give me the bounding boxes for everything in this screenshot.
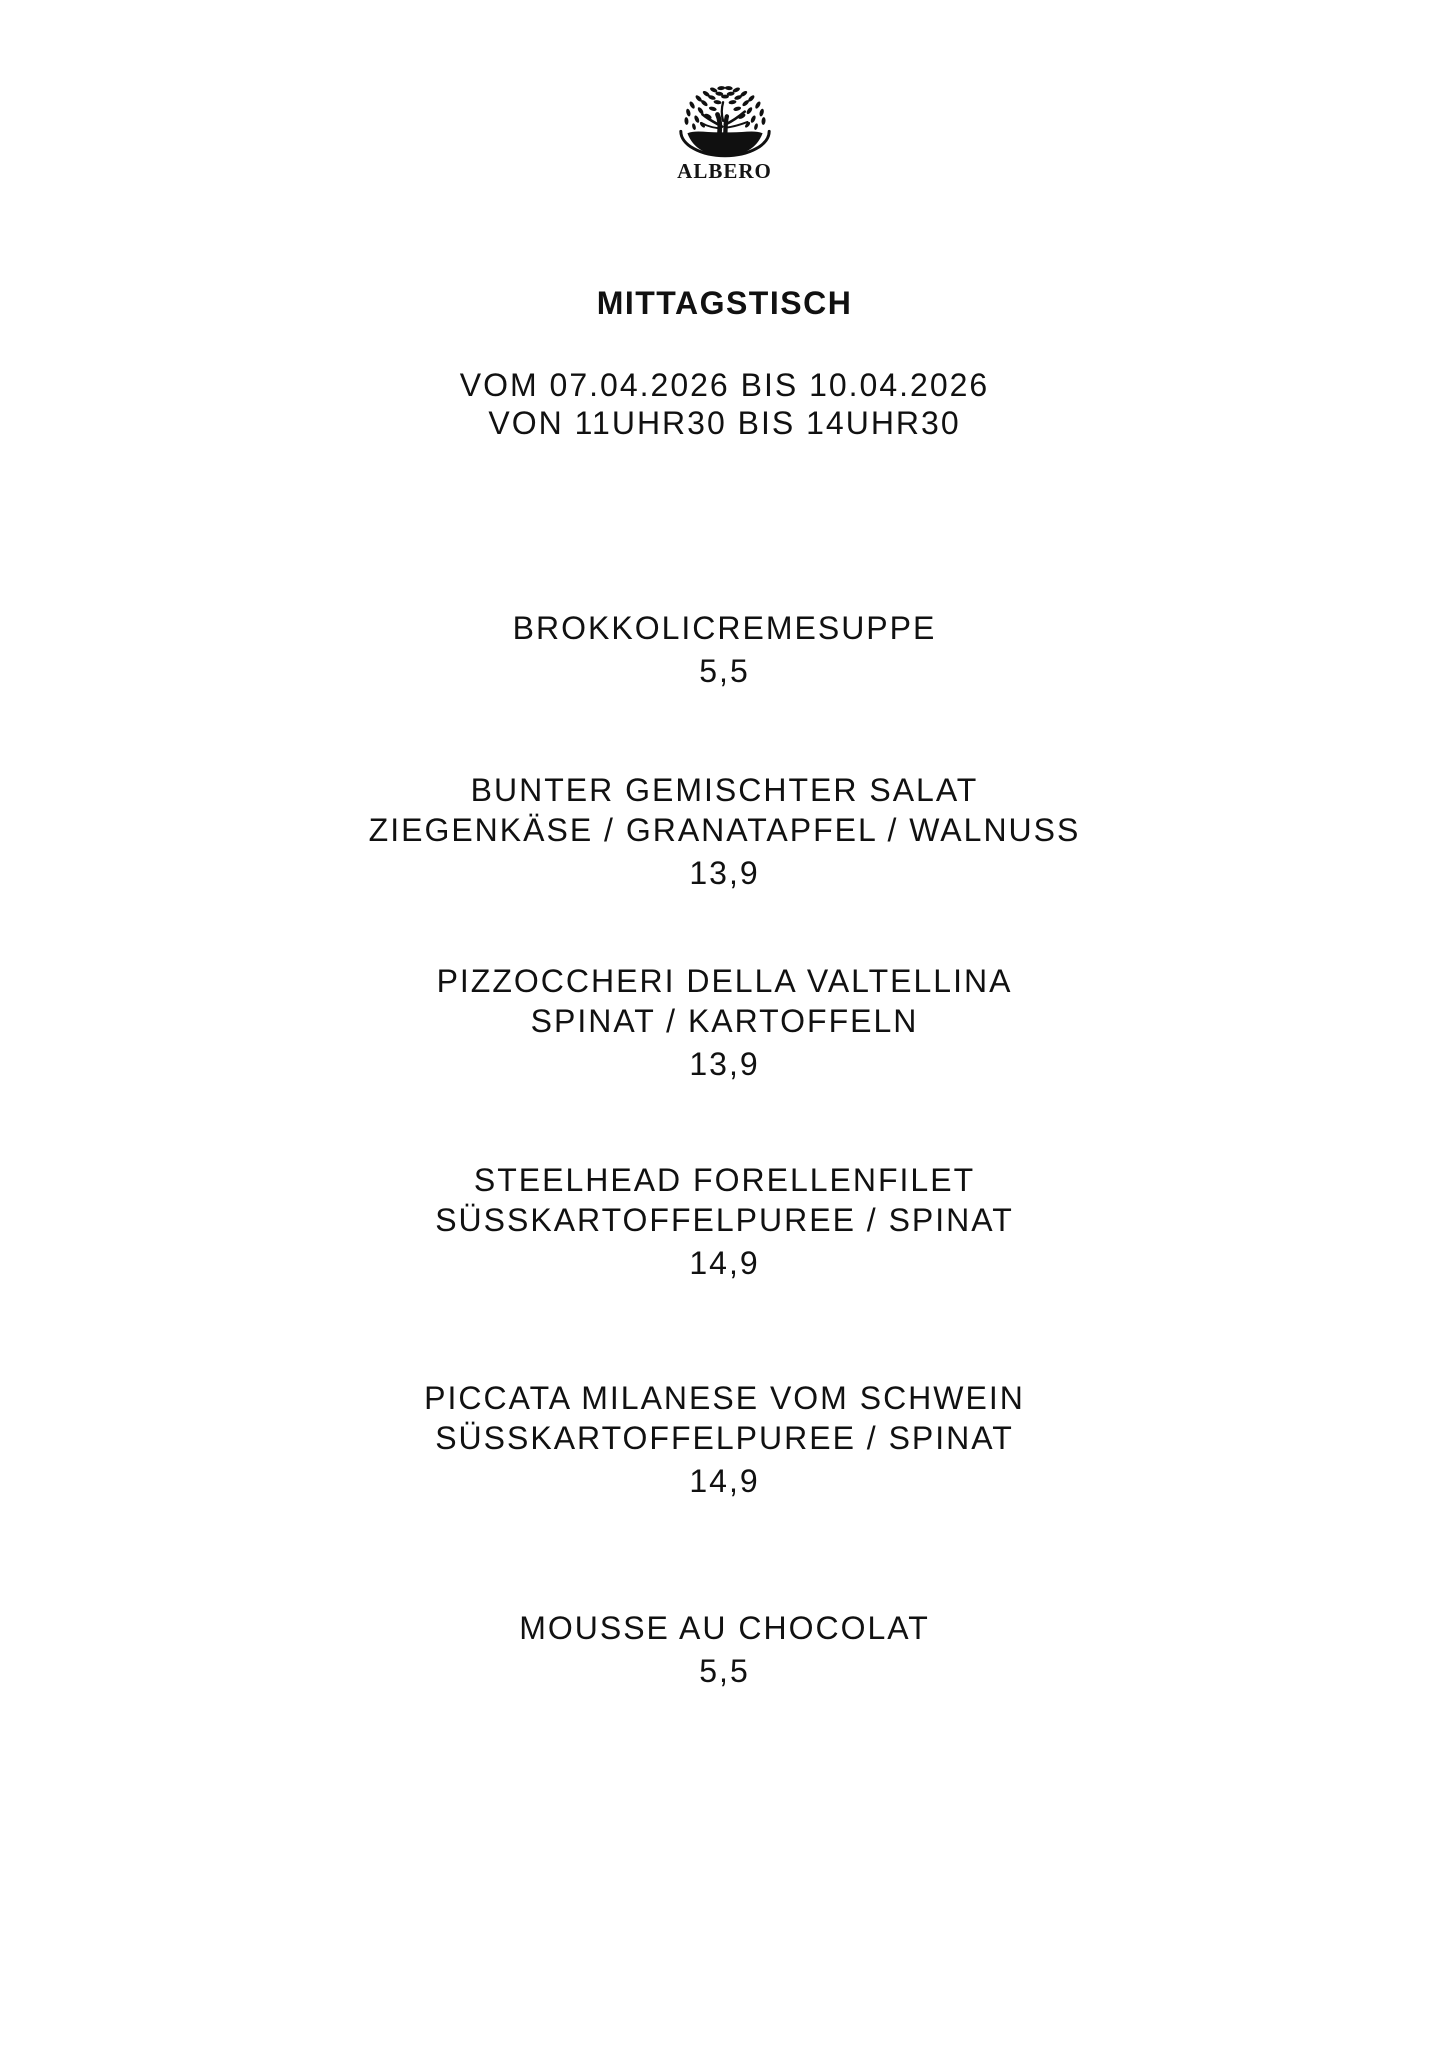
menu-item-price: 5,5 <box>699 653 750 689</box>
menu-item <box>0 1160 1449 1283</box>
menu-item-price: 5,5 <box>699 1653 750 1689</box>
menu-list <box>0 608 1449 1691</box>
menu-item-name: MOUSSE AU CHOCOLAT <box>519 1610 930 1646</box>
menu-item-price: 14,9 <box>689 1463 760 1499</box>
menu-item-name: PIZZOCCHERI DELLA VALTELLINA <box>436 963 1013 999</box>
validity-dates <box>0 366 1449 442</box>
restaurant-logo <box>0 0 1449 182</box>
menu-item <box>0 770 1449 893</box>
menu-item-price: 14,9 <box>689 1245 760 1281</box>
time-range: VON 11UHR30 BIS 14UHR30 <box>488 405 961 441</box>
menu-item <box>0 1378 1449 1501</box>
menu-item-name: BROKKOLICREMESUPPE <box>512 610 937 646</box>
menu-item-description: ZIEGENKÄSE / GRANATAPFEL / WALNUSS <box>368 812 1081 848</box>
menu-item-description: SÜSSKARTOFFELPUREE / SPINAT <box>435 1202 1014 1238</box>
menu-item-price: 13,9 <box>689 1046 760 1082</box>
menu-item <box>0 608 1449 691</box>
menu-item-description: SPINAT / KARTOFFELN <box>530 1003 919 1039</box>
brand-name: ALBERO <box>677 159 772 183</box>
menu-item <box>0 1608 1449 1691</box>
menu-item-description: SÜSSKARTOFFELPUREE / SPINAT <box>435 1420 1014 1456</box>
menu-item-name: STEELHEAD FORELLENFILET <box>473 1162 976 1198</box>
page-title: MITTAGSTISCH <box>596 285 853 321</box>
menu-item <box>0 961 1449 1084</box>
menu-item-name: BUNTER GEMISCHTER SALAT <box>470 772 979 808</box>
date-range: VOM 07.04.2026 BIS 10.04.2026 <box>459 367 990 403</box>
menu-item-price: 13,9 <box>689 855 760 891</box>
menu-item-name: PICCATA MILANESE VOM SCHWEIN <box>424 1380 1025 1416</box>
tree-logo-icon <box>678 83 772 159</box>
